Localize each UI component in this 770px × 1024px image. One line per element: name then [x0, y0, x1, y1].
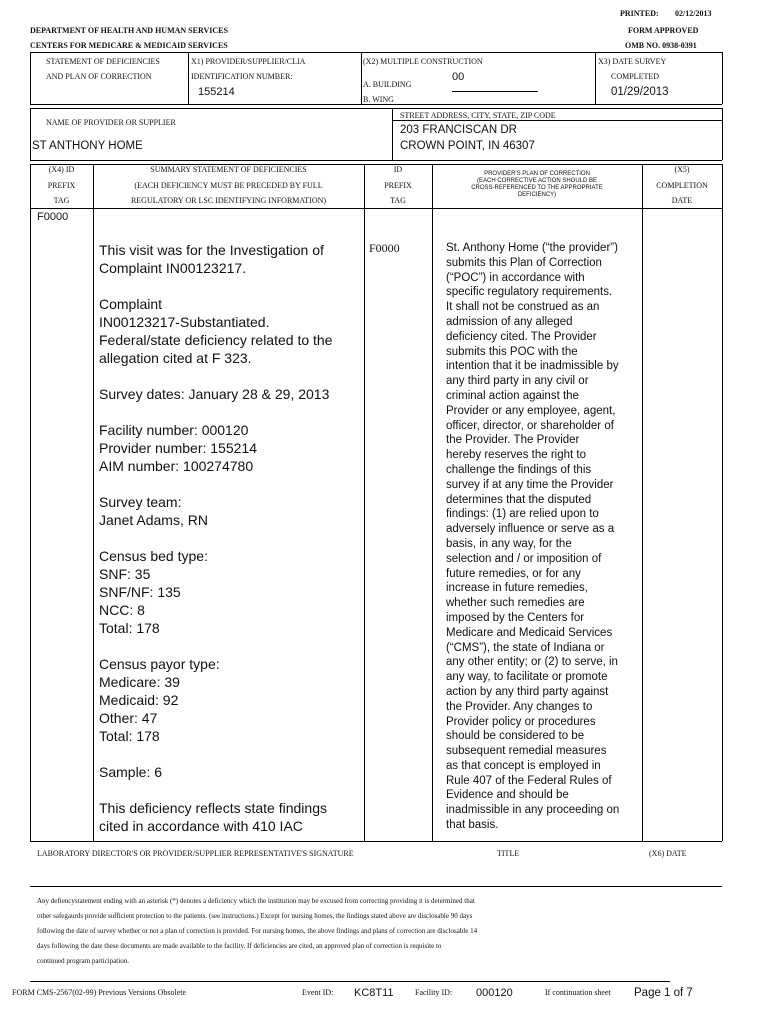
summary-line: Provider number: 155214 [99, 440, 257, 456]
disclaimer-line: continued program participation. [37, 957, 129, 965]
street-address: 203 FRANCISCAN DR [400, 124, 517, 136]
x3-label: X3) DATE SURVEY [598, 57, 667, 66]
form-number: FORM CMS-2567(02-99) Previous Versions Obsolete [12, 988, 187, 997]
tag-mid: F0000 [369, 241, 400, 255]
address-label: STREET ADDRESS, CITY, STATE, ZIP CODE [400, 111, 556, 120]
printed-label: PRINTED: [620, 9, 659, 18]
summary-line [99, 745, 361, 763]
event-id: KC8T11 [354, 987, 394, 999]
x4-header-2: PREFIX [47, 181, 76, 190]
poc-line: (“POC”) in accordance with [446, 271, 585, 284]
poc-line: future remedies, or for any [446, 567, 581, 580]
summary-line: cited in accordance with 410 IAC [99, 818, 303, 834]
poc-line: adversely influence or serve as a [446, 523, 615, 536]
form-approved: FORM APPROVED [628, 26, 699, 35]
poc-line: survey if at any time the Provider [446, 478, 614, 491]
summary-header-1: SUMMARY STATEMENT OF DEFICIENCIES [150, 165, 307, 174]
poc-line: submits this Plan of Correction [446, 256, 602, 269]
summary-line [99, 367, 361, 385]
summary-line: Census payor type: [99, 656, 220, 672]
title-label: TITLE [497, 849, 520, 858]
summary-line: Federal/state deficiency related to the [99, 332, 333, 348]
poc-line: should be considered to be [446, 730, 585, 743]
poc-line: basis, in any way, for the [446, 537, 572, 550]
x4-header-1: (X4) ID [48, 165, 75, 174]
poc-line: hereby reserves the right to [446, 449, 586, 462]
poc-line: selection and / or imposition of [446, 552, 602, 565]
poc-line: subsequent remedial measures [446, 745, 607, 758]
id-header-2: PREFIX [384, 181, 412, 190]
omb-number: OMB NO. 0938-0391 [625, 41, 697, 50]
poc-line: criminal action against the [446, 389, 579, 402]
poc-line: the Provider. The Provider [446, 434, 580, 447]
poc-line: as that concept is employed in [446, 759, 601, 772]
poc-header-3: CROSS-REFERENCED TO THE APPROPRIATE [471, 185, 603, 191]
x5-header-3: DATE [671, 196, 693, 205]
summary-line: allegation cited at F 323. [99, 350, 252, 366]
poc-header-2: (EACH CORRECTIVE ACTION SHOULD BE [476, 178, 598, 184]
poc-line: whether such remedies are [446, 597, 585, 610]
provider-name-label: NAME OF PROVIDER OR SUPPLIER [46, 118, 176, 127]
summary-line: Total: 178 [99, 728, 160, 744]
poc-line: any way, to facilitate or promote [446, 671, 608, 684]
x6-date-label: (X6) DATE [649, 849, 687, 858]
poc-line: findings: (1) are relied upon to [446, 508, 599, 521]
poc-line: any third party in any civil or [446, 375, 589, 388]
department-title: DEPARTMENT OF HEALTH AND HUMAN SERVICES [30, 26, 228, 35]
summary-line: Sample: 6 [99, 764, 163, 780]
wing-label: B. WING [363, 95, 394, 104]
x1-label-2: IDENTIFICATION NUMBER: [191, 72, 293, 81]
summary-line [99, 277, 361, 295]
x5-header-2: COMPLETION [656, 181, 708, 190]
poc-line: specific regulatory requirements. [446, 286, 613, 299]
summary-line: Medicaid: 92 [99, 692, 179, 708]
summary-line: AIM number: 100274780 [99, 458, 254, 474]
city-state-zip: CROWN POINT, IN 46307 [400, 140, 535, 152]
x1-label: X1) PROVIDER/SUPPLIER/CLIA [191, 57, 306, 66]
summary-line [99, 637, 361, 655]
poc-line: action by any third party against [446, 685, 609, 698]
summary-line: Total: 178 [99, 620, 160, 636]
poc-line: It shall not be construed as an [446, 301, 600, 314]
building-value: 00 [452, 71, 465, 83]
summary-text [99, 241, 361, 835]
disclaimer-line: following the date of survey whether or not a plan of correction is provided. For nursing homes, the above findings and plans of correction are disclosable 14 [37, 927, 478, 935]
summary-line [99, 781, 361, 799]
disclaimer-line: days following the date these documents are made available to the facility. If deficiencies are cited, an approved plan of correction is requisite to [37, 942, 442, 950]
summary-line: This visit was for the Investigation of [99, 242, 324, 258]
poc-line: the Provider. Any changes to [446, 700, 593, 713]
poc-header-1: PROVIDER'S PLAN OF CORRECTION [484, 171, 590, 177]
x2-label: (X2) MULTIPLE CONSTRUCTION [363, 57, 483, 66]
centers-title: CENTERS FOR MEDICARE & MEDICAID SERVICES [30, 41, 228, 50]
poc-header [432, 171, 642, 199]
summary-line: Janet Adams, RN [99, 512, 208, 528]
x4-header-3: TAG [53, 196, 70, 205]
summary-line: NCC: 8 [99, 602, 145, 618]
facility-id: 000120 [476, 987, 513, 999]
poc-header-4: DEFICIENCY) [517, 192, 557, 198]
poc-line: Medicare and Medicaid Services [446, 626, 613, 639]
summary-header-3: REGULATORY OR LSC IDENTIFYING INFORMATION) [130, 196, 327, 205]
page-number: Page 1 of 7 [634, 987, 693, 999]
poc-text [446, 241, 641, 833]
summary-line [99, 403, 361, 421]
event-id-label: Event ID: [302, 988, 334, 997]
summary-line: Other: 47 [99, 710, 158, 726]
poc-line: St. Anthony Home (“the provider”) [446, 242, 618, 254]
building-label: A. BUILDING [363, 80, 412, 89]
poc-line: Evidence and should be [446, 789, 569, 802]
poc-line: that basis. [446, 819, 499, 832]
poc-line: deficiency cited. The Provider [446, 330, 597, 343]
summary-line: Survey team: [99, 494, 182, 510]
summary-header-2: (EACH DEFICIENCY MUST BE PRECEDED BY FULL [134, 181, 323, 190]
statement-label: STATEMENT OF DEFICIENCIES [46, 57, 160, 66]
poc-line: challenge the findings of this [446, 463, 592, 476]
survey-date: 01/29/2013 [611, 86, 669, 98]
printed-date: 02/12/2013 [675, 9, 712, 18]
summary-line: SNF: 35 [99, 566, 151, 582]
poc-line: officer, director, or shareholder of [446, 419, 614, 432]
summary-line: Facility number: 000120 [99, 422, 249, 438]
disclaimer-line: Any defiencystatement ending with an asterisk (*) denotes a deficiency which the institution may be excused from correcting providing it is determined that [37, 897, 475, 905]
summary-line: Complaint IN00123217. [99, 260, 247, 276]
poc-line: Provider or any employee, agent, [446, 404, 616, 417]
summary-line: Survey dates: January 28 & 29, 2013 [99, 386, 330, 402]
provider-id: 155214 [198, 86, 235, 98]
poc-line: admission of any alleged [446, 315, 573, 328]
id-header-1: ID [393, 165, 403, 174]
plan-label: AND PLAN OF CORRECTION [46, 72, 152, 81]
facility-id-label: Facility ID: [415, 988, 453, 997]
x5-header-1: (X5) [674, 165, 690, 174]
disclaimer [37, 894, 717, 969]
summary-line: This deficiency reflects state findings [99, 800, 327, 816]
poc-line: imposed by the Centers for [446, 611, 585, 624]
poc-line: Rule 407 of the Federal Rules of [446, 774, 612, 787]
summary-line: SNF/NF: 135 [99, 584, 181, 600]
id-header-3: TAG [390, 196, 406, 205]
signature-label: LABORATORY DIRECTOR'S OR PROVIDER/SUPPLIER REPRESENTATIVE'S SIGNATURE [37, 849, 354, 858]
poc-line: Provider policy or procedures [446, 715, 596, 728]
continuation-label: If continuation sheet [545, 988, 611, 997]
disclaimer-line: other safegaurds provide sufficient protection to the patients. (see instructions.) Except for nursing homes, the findings stated above are disclosable 90 days [37, 912, 473, 920]
poc-line: determines that the disputed [446, 493, 592, 506]
summary-line: Medicare: 39 [99, 674, 180, 690]
summary-line [99, 529, 361, 547]
poc-line: inadmissible in any proceeding on [446, 804, 620, 817]
summary-line: IN00123217-Substantiated. [99, 314, 270, 330]
summary-line [99, 475, 361, 493]
poc-line: increase in future remedies, [446, 582, 588, 595]
x3-label-2: COMPLETED [611, 72, 659, 81]
summary-line: Complaint [99, 296, 163, 312]
poc-line: intention that it be inadmissible by [446, 360, 619, 373]
poc-line: any other entity; or (2) to serve, in [446, 656, 618, 669]
poc-line: submits this POC with the [446, 345, 578, 358]
poc-line: (“CMS”), the state of Indiana or [446, 641, 605, 654]
summary-line: Census bed type: [99, 548, 208, 564]
tag-left: F0000 [37, 211, 69, 223]
provider-name: ST ANTHONY HOME [32, 140, 143, 152]
